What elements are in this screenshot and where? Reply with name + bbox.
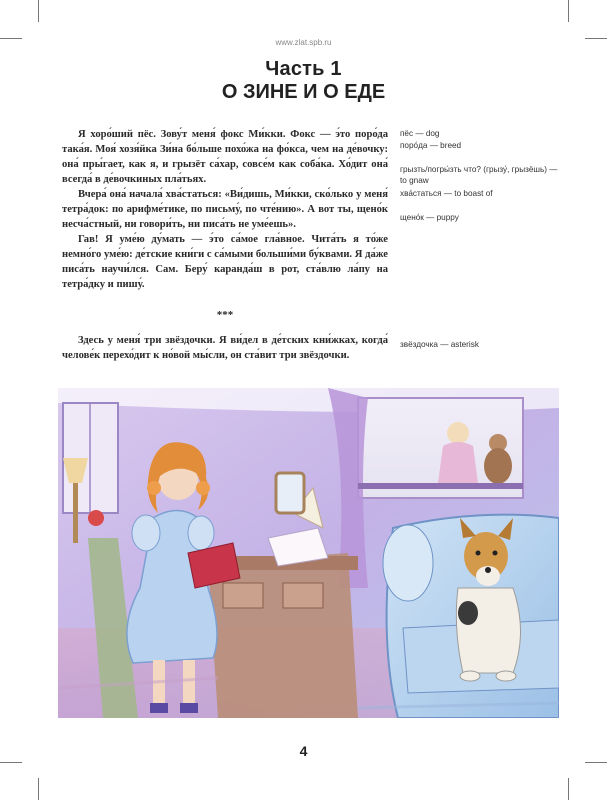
crop-mark — [568, 0, 569, 22]
glossary-entry: звёздочка — asterisk — [400, 340, 479, 349]
glossary-entry: грызть/погры́зть что? (грызу́, грызёшь) — to gnaw — [400, 165, 558, 185]
paragraph: Я хоро́ший пёс. Зову́т меня́ фокс Ми́кки. Фокс — э́то поро́да така́я. Моя́ хозя́йка Зи́на бо́льше похо́жа на фо́кса, чем на де́вочку: она́ пры́гает, как я, и грызёт са́хар, совсе́м как соба́ка. Хо́дит она́ всегда́ в де́вочкиных пла́тьях. — [62, 129, 388, 185]
glossary-entry: щено́к — puppy — [400, 213, 459, 222]
glossary-entry: хва́статься — to boast of — [400, 189, 493, 198]
paragraph: Вчера́ она́ начала́ хва́статься: «Ви́дишь, Ми́кки, ско́лько у меня́ тетра́док: по арифме́тике, по письму́, по чте́нию». А вот ты, щено́к несча́стный, ни говори́ть, ни писа́ть не уме́ешь». — [62, 189, 388, 230]
part-title: Часть 1 — [265, 58, 342, 80]
chapter-title: О ЗИНЕ И О ЕДЕ — [221, 81, 386, 103]
page-number: 4 — [299, 743, 308, 759]
main-text — [62, 127, 388, 363]
crop-mark — [38, 0, 39, 22]
crop-mark — [568, 778, 569, 800]
glossary-entry: поро́да — breed — [400, 141, 462, 150]
paragraph: Гав! Я уме́ю ду́мать — э́то са́мое гла́вное. Чита́ть я то́же немно́го уме́ю: де́тские кни́ги с са́мыми больши́ми бу́квами. Я да́же писа́ть научи́лся. Сам. Беру́ каранда́ш в рот, ста́влю ла́пу на тетра́дку и пишу́. — [62, 234, 388, 290]
glossary-entry: пёс — dog — [400, 129, 440, 138]
site-url: www.zlat.spb.ru — [275, 38, 332, 47]
crop-mark — [38, 778, 39, 800]
illustration — [58, 388, 559, 718]
crop-mark — [0, 762, 22, 763]
crop-mark — [585, 762, 607, 763]
room-illustration — [58, 388, 559, 718]
section-separator: *** — [216, 309, 234, 321]
paragraph: Здесь у меня́ три звёздочки. Я ви́дел в де́тских кни́жках, когда́ челове́к перехо́дит к но́вой мы́сли, он ста́вит три звёздочки. — [62, 335, 388, 361]
